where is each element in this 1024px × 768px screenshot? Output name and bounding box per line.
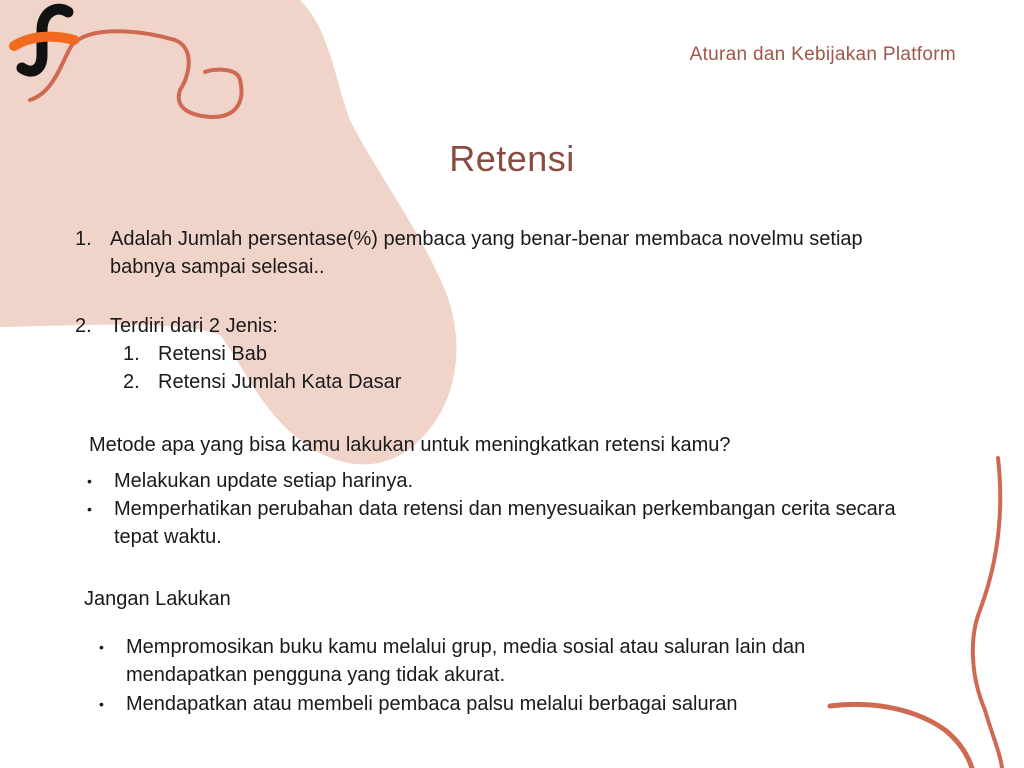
bullet: • [87,473,92,489]
list-item-text: babnya sampai selesai.. [110,256,325,278]
slide-title: Retensi [449,138,575,179]
method-bullet-text: tepat waktu. [114,526,222,548]
dont-bullet-text: Mendapatkan atau membeli pembaca palsu melalui berbagai saluran [126,693,738,715]
bullet: • [99,639,104,655]
sub-list-number: 1. [123,343,140,365]
sub-list-item: Retensi Bab [158,343,267,365]
decorative-swoosh-bottom [830,704,972,768]
platform-title: Aturan dan Kebijakan Platform [689,44,956,65]
method-bullet-text: Memperhatikan perubahan data retensi dan menyesuaikan perkembangan cerita secara [114,498,896,520]
bullet: • [87,501,92,517]
list-number: 1. [75,228,92,250]
decorative-squiggle-right [973,458,1002,768]
list-item-text: Terdiri dari 2 Jenis: [110,315,278,337]
methods-question: Metode apa yang bisa kamu lakukan untuk meningkatkan retensi kamu? [89,434,731,456]
method-bullet-text: Melakukan update setiap harinya. [114,470,414,492]
list-number: 2. [75,315,92,337]
donts-heading: Jangan Lakukan [84,588,231,610]
list-item-text: Adalah Jumlah persentase(%) pembaca yang benar-benar membaca novelmu setiap [110,228,863,250]
bullet: • [99,696,104,712]
sub-list-number: 2. [123,371,140,393]
sub-list-item: Retensi Jumlah Kata Dasar [158,371,402,393]
dont-bullet-text: Mempromosikan buku kamu melalui grup, media sosial atau saluran lain dan [126,636,806,658]
dont-bullet-text: mendapatkan pengguna yang tidak akurat. [126,664,506,686]
